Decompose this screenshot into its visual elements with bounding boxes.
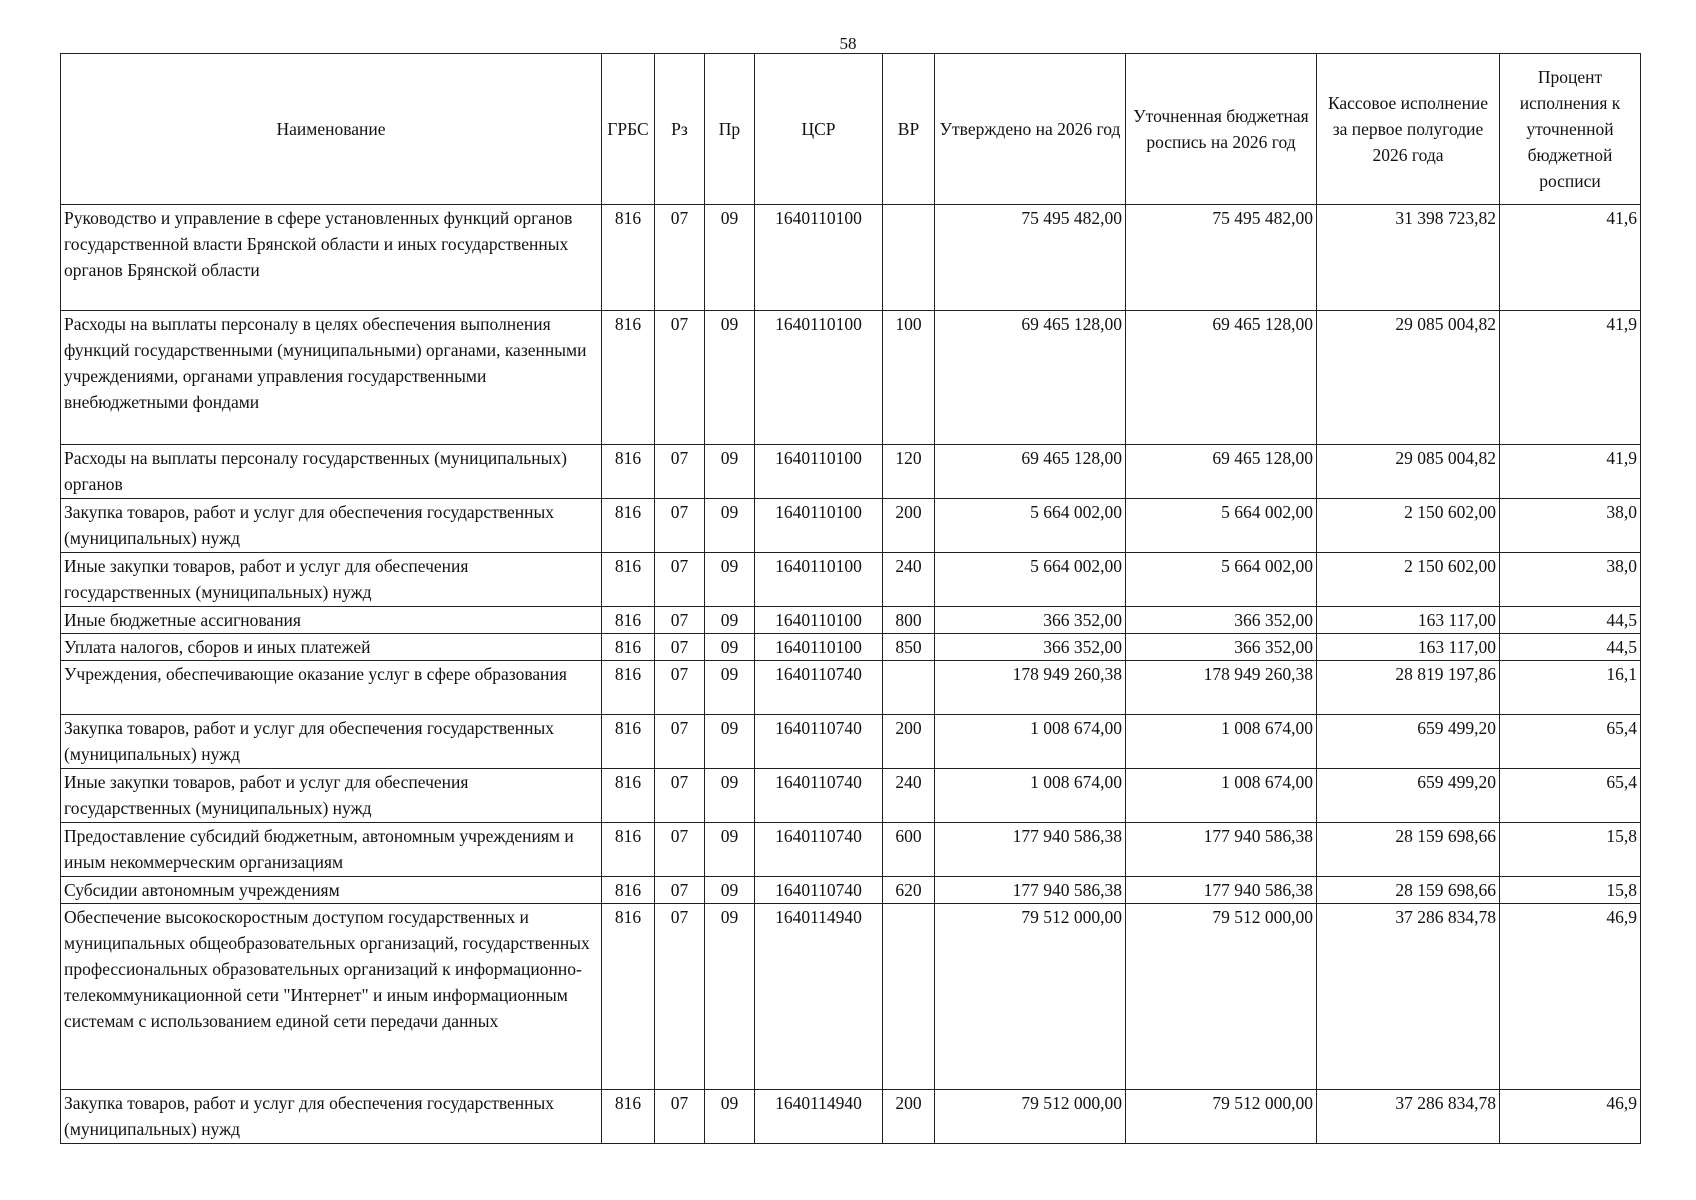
budget-table [60, 53, 1641, 1144]
row-grbs: 816 [602, 553, 655, 607]
row-percent: 44,5 [1500, 634, 1641, 661]
row-approved: 1 008 674,00 [935, 769, 1126, 823]
row-cash: 28 819 197,86 [1317, 661, 1500, 715]
row-csr: 1640110100 [755, 311, 883, 445]
row-grbs: 816 [602, 715, 655, 769]
row-name: Учреждения, обеспечивающие оказание услуг в сфере образования [61, 661, 602, 715]
row-pr: 09 [705, 499, 755, 553]
row-vr: 620 [883, 877, 935, 904]
row-pr: 09 [705, 823, 755, 877]
table-row [61, 553, 1641, 607]
row-rz: 07 [655, 769, 705, 823]
row-grbs: 816 [602, 634, 655, 661]
row-vr: 240 [883, 769, 935, 823]
row-percent: 44,5 [1500, 607, 1641, 634]
row-percent: 65,4 [1500, 715, 1641, 769]
row-pr: 09 [705, 1090, 755, 1144]
row-refined: 1 008 674,00 [1126, 715, 1317, 769]
table-row [61, 607, 1641, 634]
row-refined: 178 949 260,38 [1126, 661, 1317, 715]
row-grbs: 816 [602, 1090, 655, 1144]
row-percent: 41,9 [1500, 311, 1641, 445]
row-refined: 69 465 128,00 [1126, 311, 1317, 445]
table-row [61, 445, 1641, 499]
row-approved: 75 495 482,00 [935, 205, 1126, 311]
row-refined: 177 940 586,38 [1126, 877, 1317, 904]
row-percent: 46,9 [1500, 904, 1641, 1090]
header-vr: ВР [883, 54, 935, 205]
row-name: Иные бюджетные ассигнования [61, 607, 602, 634]
row-pr: 09 [705, 634, 755, 661]
row-rz: 07 [655, 205, 705, 311]
header-pr: Пр [705, 54, 755, 205]
row-refined: 177 940 586,38 [1126, 823, 1317, 877]
row-name: Расходы на выплаты персоналу в целях обеспечения выполнения функций государственными (муниципальными) органами, казенными учреждениями, органами управления государственными внебюджетными фондами [61, 311, 602, 445]
row-pr: 09 [705, 769, 755, 823]
row-cash: 29 085 004,82 [1317, 311, 1500, 445]
row-name: Иные закупки товаров, работ и услуг для обеспечения государственных (муниципальных) нужд [61, 553, 602, 607]
row-grbs: 816 [602, 311, 655, 445]
row-name: Предоставление субсидий бюджетным, автономным учреждениям и иным некоммерческим организациям [61, 823, 602, 877]
row-grbs: 816 [602, 499, 655, 553]
row-vr [883, 205, 935, 311]
table-row [61, 823, 1641, 877]
row-csr: 1640114940 [755, 904, 883, 1090]
row-refined: 366 352,00 [1126, 634, 1317, 661]
row-cash: 28 159 698,66 [1317, 823, 1500, 877]
row-pr: 09 [705, 205, 755, 311]
row-rz: 07 [655, 904, 705, 1090]
row-vr: 200 [883, 499, 935, 553]
row-refined: 75 495 482,00 [1126, 205, 1317, 311]
table-row [61, 661, 1641, 715]
row-vr: 120 [883, 445, 935, 499]
page-number: 58 [839, 34, 857, 53]
row-approved: 69 465 128,00 [935, 311, 1126, 445]
row-vr: 100 [883, 311, 935, 445]
row-percent: 15,8 [1500, 823, 1641, 877]
row-cash: 37 286 834,78 [1317, 1090, 1500, 1144]
row-vr [883, 661, 935, 715]
row-vr: 200 [883, 715, 935, 769]
row-approved: 177 940 586,38 [935, 877, 1126, 904]
row-rz: 07 [655, 634, 705, 661]
row-rz: 07 [655, 715, 705, 769]
row-rz: 07 [655, 311, 705, 445]
row-rz: 07 [655, 553, 705, 607]
row-rz: 07 [655, 1090, 705, 1144]
row-vr: 200 [883, 1090, 935, 1144]
header-cash: Кассовое исполнение за первое полугодие 2026 года [1317, 54, 1500, 205]
row-approved: 79 512 000,00 [935, 1090, 1126, 1144]
row-pr: 09 [705, 311, 755, 445]
row-csr: 1640110100 [755, 553, 883, 607]
row-rz: 07 [655, 823, 705, 877]
row-refined: 69 465 128,00 [1126, 445, 1317, 499]
row-grbs: 816 [602, 607, 655, 634]
row-grbs: 816 [602, 205, 655, 311]
row-name: Субсидии автономным учреждениям [61, 877, 602, 904]
row-approved: 366 352,00 [935, 607, 1126, 634]
row-refined: 79 512 000,00 [1126, 904, 1317, 1090]
row-cash: 29 085 004,82 [1317, 445, 1500, 499]
row-percent: 65,4 [1500, 769, 1641, 823]
row-approved: 5 664 002,00 [935, 499, 1126, 553]
row-percent: 38,0 [1500, 553, 1641, 607]
row-name: Уплата налогов, сборов и иных платежей [61, 634, 602, 661]
row-cash: 659 499,20 [1317, 769, 1500, 823]
row-approved: 5 664 002,00 [935, 553, 1126, 607]
row-name: Руководство и управление в сфере установленных функций органов государственной власти Брянской области и иных государственных органов Брянской области [61, 205, 602, 311]
row-cash: 659 499,20 [1317, 715, 1500, 769]
row-refined: 366 352,00 [1126, 607, 1317, 634]
row-grbs: 816 [602, 877, 655, 904]
row-approved: 178 949 260,38 [935, 661, 1126, 715]
row-rz: 07 [655, 499, 705, 553]
row-csr: 1640110100 [755, 205, 883, 311]
row-percent: 46,9 [1500, 1090, 1641, 1144]
row-approved: 69 465 128,00 [935, 445, 1126, 499]
row-csr: 1640110740 [755, 769, 883, 823]
row-cash: 163 117,00 [1317, 634, 1500, 661]
row-grbs: 816 [602, 661, 655, 715]
table-row [61, 715, 1641, 769]
row-csr: 1640110740 [755, 877, 883, 904]
table-row [61, 1090, 1641, 1144]
row-csr: 1640110740 [755, 715, 883, 769]
row-csr: 1640110740 [755, 661, 883, 715]
row-pr: 09 [705, 553, 755, 607]
row-cash: 28 159 698,66 [1317, 877, 1500, 904]
row-vr: 850 [883, 634, 935, 661]
row-refined: 1 008 674,00 [1126, 769, 1317, 823]
row-pr: 09 [705, 715, 755, 769]
row-rz: 07 [655, 877, 705, 904]
row-grbs: 816 [602, 904, 655, 1090]
row-refined: 79 512 000,00 [1126, 1090, 1317, 1144]
row-vr: 800 [883, 607, 935, 634]
header-grbs: ГРБС [602, 54, 655, 205]
header-name: Наименование [61, 54, 602, 205]
row-pr: 09 [705, 607, 755, 634]
row-csr: 1640110100 [755, 634, 883, 661]
header-refined: Уточненная бюджетная роспись на 2026 год [1126, 54, 1317, 205]
table-row [61, 311, 1641, 445]
row-approved: 1 008 674,00 [935, 715, 1126, 769]
row-rz: 07 [655, 445, 705, 499]
row-name: Обеспечение высокоскоростным доступом государственных и муниципальных общеобразовательных организаций, государственных профессиональных образовательных организаций к информационно-телекоммуникационной сети "Интернет" и иным информационным системам с использованием единой сети передачи данных [61, 904, 602, 1090]
row-cash: 2 150 602,00 [1317, 499, 1500, 553]
row-csr: 1640114940 [755, 1090, 883, 1144]
row-percent: 41,6 [1500, 205, 1641, 311]
table-header-row [61, 54, 1641, 205]
row-refined: 5 664 002,00 [1126, 499, 1317, 553]
row-name: Закупка товаров, работ и услуг для обеспечения государственных (муниципальных) нужд [61, 1090, 602, 1144]
table-row [61, 769, 1641, 823]
header-csr: ЦСР [755, 54, 883, 205]
row-cash: 2 150 602,00 [1317, 553, 1500, 607]
row-name: Расходы на выплаты персоналу государственных (муниципальных) органов [61, 445, 602, 499]
row-refined: 5 664 002,00 [1126, 553, 1317, 607]
row-pr: 09 [705, 877, 755, 904]
header-percent: Процент исполнения к уточненной бюджетной росписи [1500, 54, 1641, 205]
row-csr: 1640110100 [755, 499, 883, 553]
row-cash: 37 286 834,78 [1317, 904, 1500, 1090]
row-cash: 163 117,00 [1317, 607, 1500, 634]
row-csr: 1640110100 [755, 445, 883, 499]
row-name: Закупка товаров, работ и услуг для обеспечения государственных (муниципальных) нужд [61, 715, 602, 769]
row-vr: 600 [883, 823, 935, 877]
row-grbs: 816 [602, 769, 655, 823]
row-grbs: 816 [602, 823, 655, 877]
row-percent: 38,0 [1500, 499, 1641, 553]
row-name: Закупка товаров, работ и услуг для обеспечения государственных (муниципальных) нужд [61, 499, 602, 553]
row-approved: 177 940 586,38 [935, 823, 1126, 877]
row-rz: 07 [655, 607, 705, 634]
row-vr: 240 [883, 553, 935, 607]
header-approved: Утверждено на 2026 год [935, 54, 1126, 205]
row-name: Иные закупки товаров, работ и услуг для обеспечения государственных (муниципальных) нужд [61, 769, 602, 823]
table-row [61, 877, 1641, 904]
row-percent: 41,9 [1500, 445, 1641, 499]
row-pr: 09 [705, 904, 755, 1090]
row-csr: 1640110100 [755, 607, 883, 634]
row-csr: 1640110740 [755, 823, 883, 877]
row-vr [883, 904, 935, 1090]
table-row [61, 499, 1641, 553]
table-row [61, 205, 1641, 311]
row-approved: 366 352,00 [935, 634, 1126, 661]
row-pr: 09 [705, 445, 755, 499]
row-percent: 15,8 [1500, 877, 1641, 904]
row-approved: 79 512 000,00 [935, 904, 1126, 1090]
header-rz: Рз [655, 54, 705, 205]
row-cash: 31 398 723,82 [1317, 205, 1500, 311]
row-grbs: 816 [602, 445, 655, 499]
row-percent: 16,1 [1500, 661, 1641, 715]
table-row [61, 634, 1641, 661]
table-row [61, 904, 1641, 1090]
row-pr: 09 [705, 661, 755, 715]
row-rz: 07 [655, 661, 705, 715]
